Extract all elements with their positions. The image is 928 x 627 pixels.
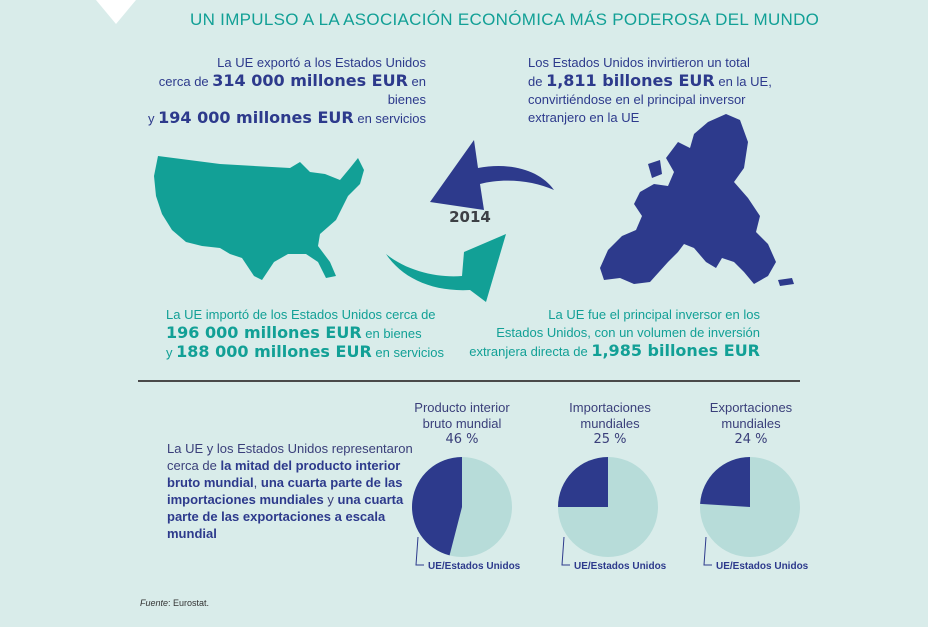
imports-services-value: 188 000 millones EUR: [176, 342, 372, 361]
text-fragment: en bienes: [387, 74, 426, 107]
us-investment-line2: [528, 72, 778, 91]
pie-eu-us-slice: [700, 457, 750, 507]
us-investment-value: 1,811 billones EUR: [546, 71, 715, 90]
year-label: 2014: [449, 208, 491, 226]
eu-exports-line3: [140, 109, 426, 128]
pie-title-line1: Importaciones: [569, 400, 651, 415]
text-fragment: en servicios: [371, 345, 445, 360]
us-investment-line1: Los Estados Unidos invirtieron un total: [528, 55, 750, 70]
text-fragment: cerca de: [158, 74, 213, 89]
summary-text: [167, 440, 417, 542]
pie-title-line2: mundiales: [721, 416, 781, 431]
text-fragment: ,: [253, 475, 261, 490]
eu-investment-value: 1,985 billones EUR: [591, 341, 760, 360]
pie-0: [412, 457, 521, 572]
source-note: [140, 598, 209, 608]
summary-imports-highlight: una cuarta parte de las importaciones mundiales: [167, 475, 403, 507]
pie-leader-line: [562, 537, 570, 565]
pie-title-line1: Exportaciones: [709, 400, 793, 415]
pie-leader-line: [416, 537, 424, 565]
eu-imports-line3: [166, 343, 456, 362]
exports-goods-value: 314 000 millones EUR: [212, 71, 408, 90]
summary-exports-highlight: una cuarta parte de las exportaciones a escala mundial: [167, 492, 404, 541]
pie-percent: 25 %: [593, 432, 627, 447]
pie-exports: [691, 400, 811, 448]
eu-imports-line2: [166, 324, 456, 343]
pie-1: [558, 457, 667, 572]
section-divider: [138, 380, 800, 382]
text-fragment: en servicios: [353, 111, 426, 126]
text-fragment: y: [166, 345, 177, 360]
pie-2: [700, 457, 809, 572]
imports-goods-value: 196 000 millones EUR: [166, 323, 362, 342]
text-fragment: en la UE,: [714, 74, 772, 89]
eu-investment-line2: Estados Unidos, con un volumen de inversión: [496, 325, 760, 340]
eu-exports-line1: La UE exportó a los Estados Unidos: [217, 55, 426, 70]
pie-imports: [550, 400, 670, 448]
text-fragment: y: [147, 111, 159, 126]
page-title: UN IMPULSO A LA ASOCIACIÓN ECONÓMICA MÁS PODEROSA DEL MUNDO: [190, 10, 820, 29]
pie-label: UE/Estados Unidos: [428, 561, 521, 572]
text-fragment: cerca de: [167, 458, 221, 473]
summary-gdp-highlight: la mitad del producto interior bruto mundial: [167, 458, 401, 490]
pie-leader-line: [704, 537, 712, 565]
eu-investment-block: [462, 306, 760, 361]
text-fragment: de: [528, 74, 547, 89]
eu-imports-line1: La UE importó de los Estados Unidos cerca de: [166, 307, 436, 322]
us-investment-line3: convirtiéndose en el principal inversor: [528, 92, 746, 107]
pie-gdp: [402, 400, 522, 448]
text-fragment: y: [323, 492, 338, 507]
pie-percent: 24 %: [734, 432, 768, 447]
exports-services-value: 194 000 millones EUR: [158, 108, 354, 127]
pie-percent: 46 %: [445, 432, 479, 447]
usa-map-icon: [150, 150, 372, 288]
eu-investment-line3: [462, 342, 760, 361]
pie-title-line1: Producto interior: [414, 400, 510, 415]
eu-exports-line2: [140, 72, 426, 109]
pie-title-line2: bruto mundial: [422, 416, 502, 431]
eu-imports-block: [166, 306, 456, 362]
text-fragment: extranjera directa de: [469, 344, 592, 359]
text-fragment: La UE y los Estados Unidos representaron: [167, 441, 413, 456]
pie-title: [550, 400, 670, 448]
source-text: : Eurostat.: [168, 598, 210, 608]
pie-eu-us-slice: [558, 457, 608, 507]
eu-investment-line1: La UE fue el principal inversor en los: [548, 307, 760, 322]
text-fragment: en bienes: [361, 326, 422, 341]
eu-exports-block: [140, 54, 426, 128]
pie-charts: [400, 455, 820, 580]
pie-label: UE/Estados Unidos: [574, 561, 667, 572]
pie-title: [402, 400, 522, 448]
pie-title-line2: mundiales: [580, 416, 640, 431]
pie-title: [691, 400, 811, 448]
source-label: Fuente: [140, 598, 169, 608]
pie-label: UE/Estados Unidos: [716, 561, 809, 572]
us-investment-line4: extranjero en la UE: [528, 110, 640, 125]
eu-map-icon: [598, 112, 798, 298]
